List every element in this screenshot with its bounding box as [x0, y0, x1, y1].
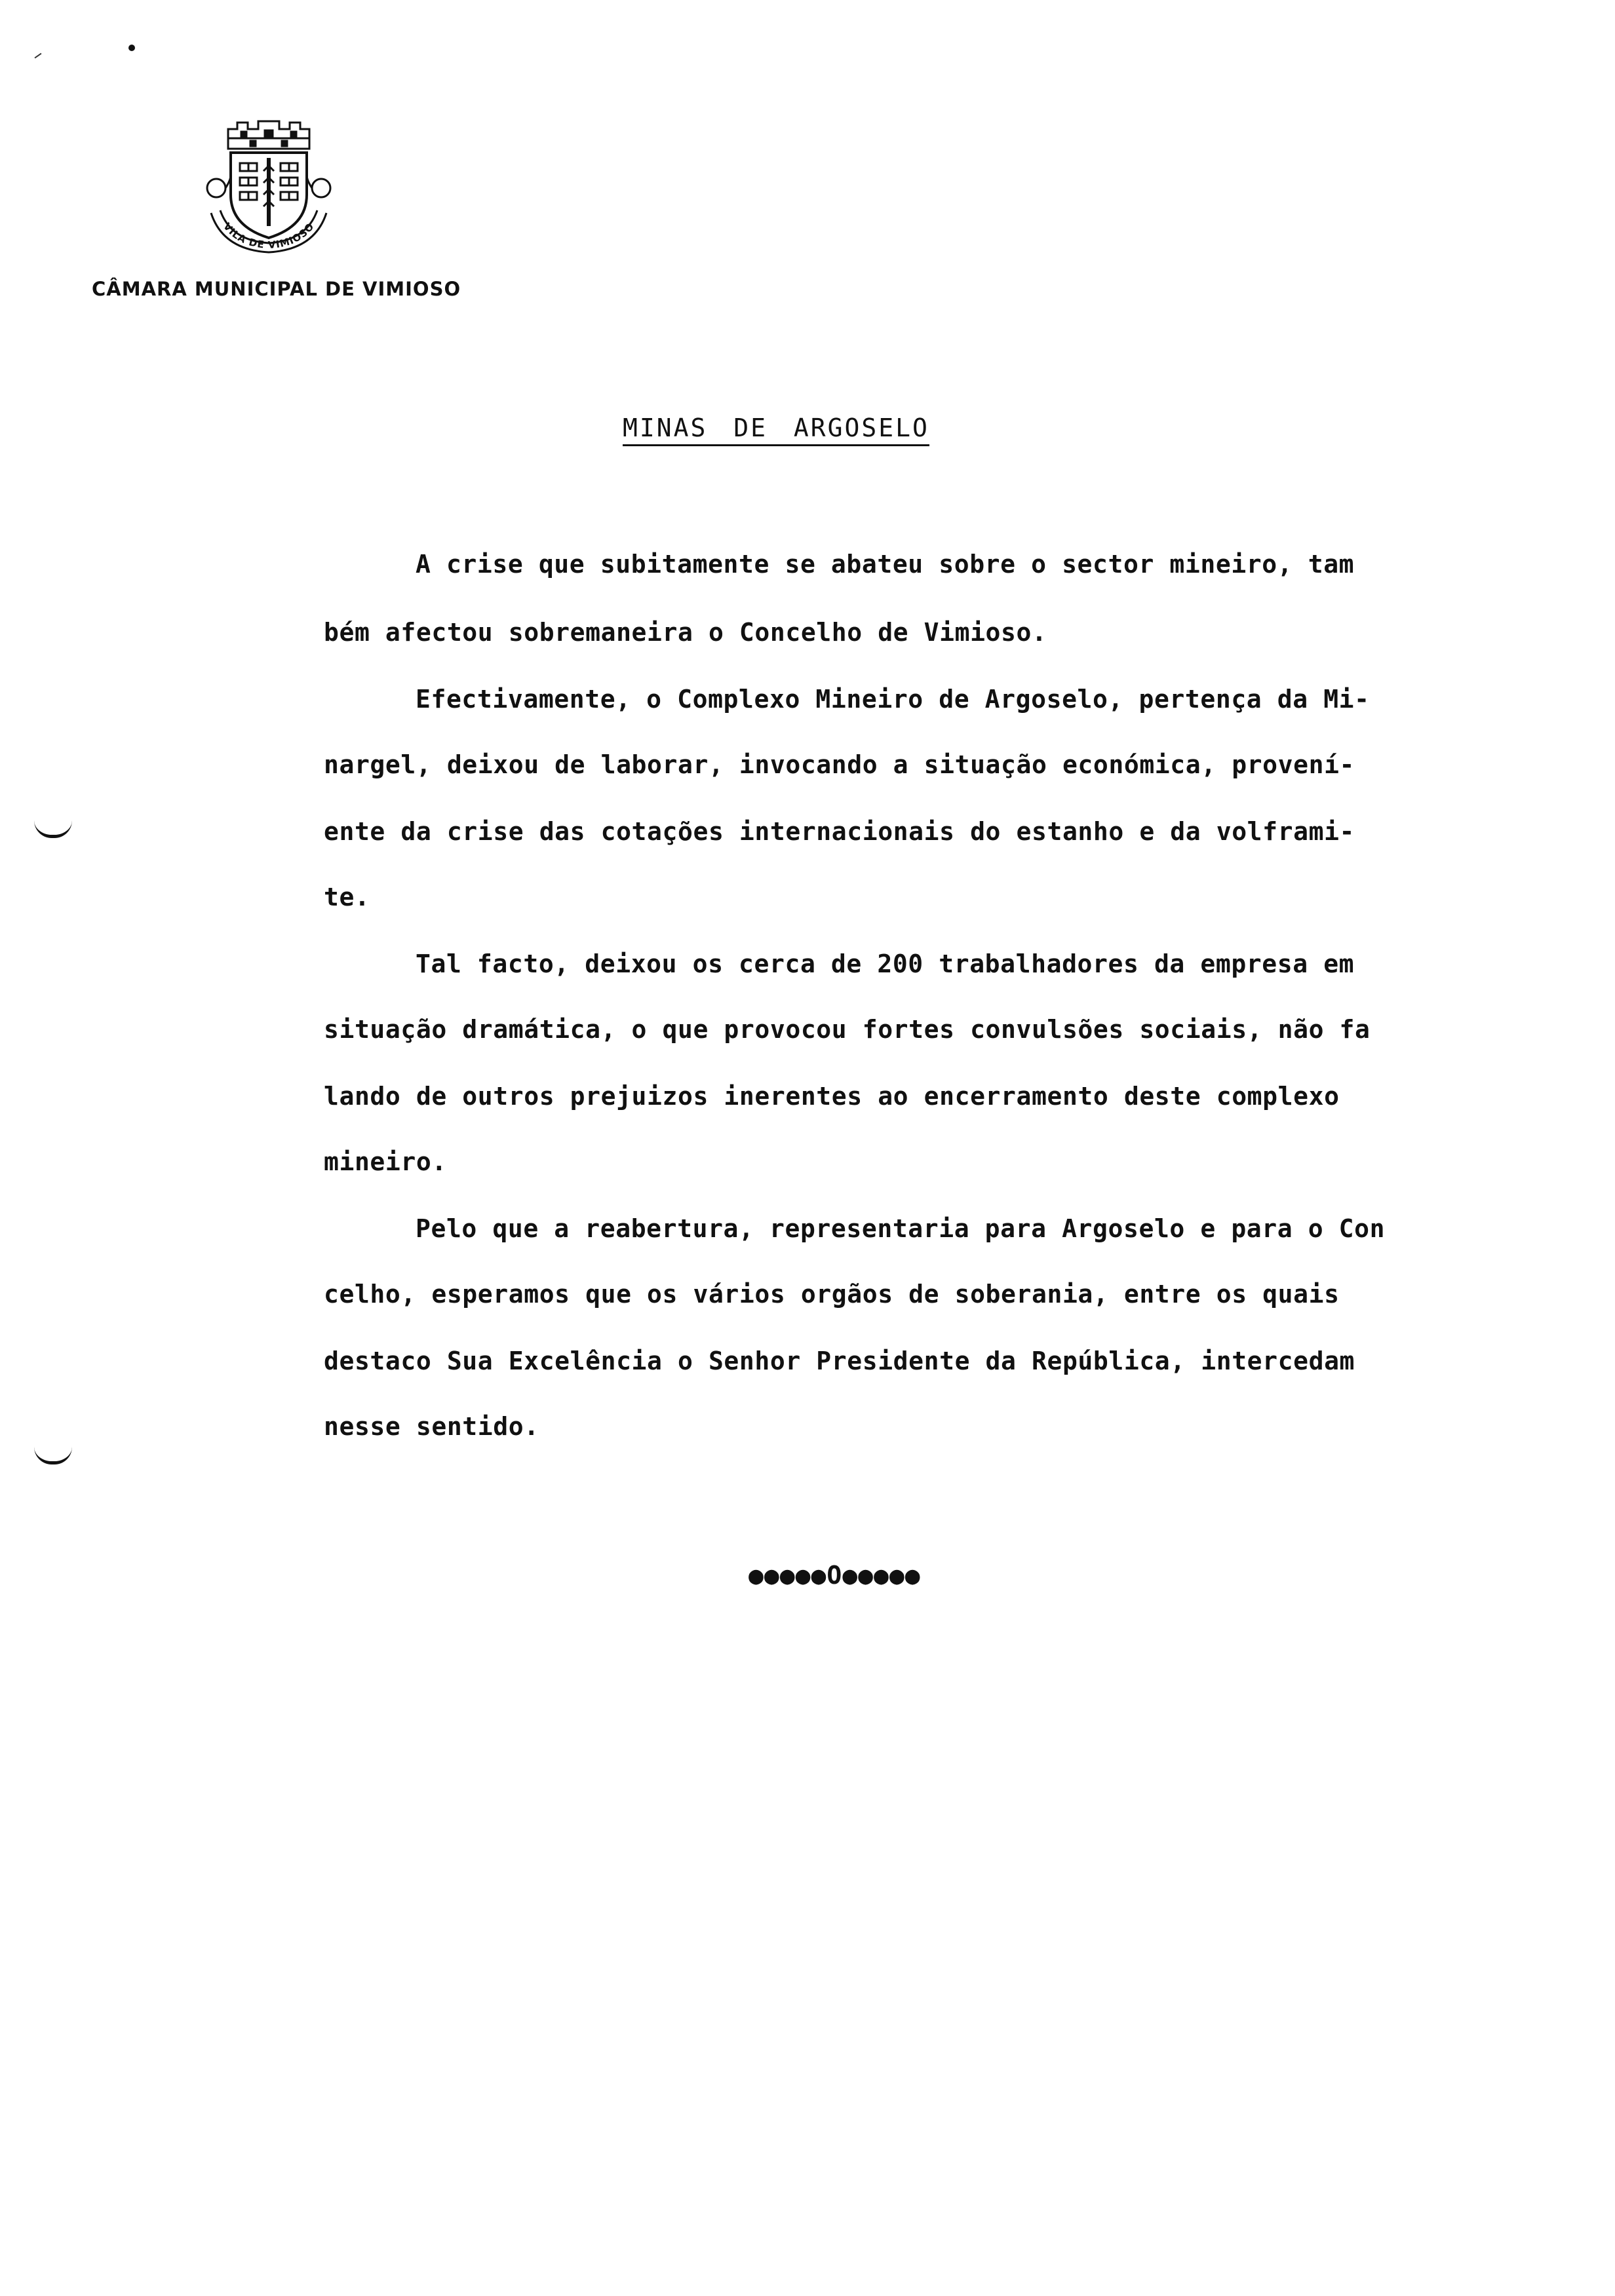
body-line: celho, esperamos que os vários orgãos de soberania, entre os quais [324, 1280, 1340, 1309]
document-title: MINAS DE ARGOSELO [623, 414, 929, 446]
body-line: lando de outros prejuizos inerentes ao encerramento deste complexo [324, 1082, 1340, 1111]
scan-mark [128, 45, 135, 51]
punch-hole-mark [34, 820, 72, 838]
body-line: A crise que subitamente se abateu sobre o sector mineiro, tam [416, 550, 1355, 579]
body-line: ente da crise das cotações internacionais do estanho e da volframi- [324, 817, 1355, 846]
body-line: te. [324, 883, 370, 911]
body-line: nesse sentido. [324, 1412, 539, 1441]
body-line: Efectivamente, o Complexo Mineiro de Argoselo, pertença da Mi- [416, 685, 1370, 714]
closing-separator: ●●●●●O●●●●● [749, 1561, 921, 1590]
body-line: destaco Sua Excelência o Senhor Presidente da República, intercedam [324, 1347, 1355, 1375]
body-line: nargel, deixou de laborar, invocando a situação económica, provení- [324, 750, 1355, 779]
scan-mark [35, 53, 42, 59]
punch-hole-mark [34, 1447, 72, 1464]
body-line: bém afectou sobremaneira o Concelho de Vimioso. [324, 618, 1047, 647]
body-line: Tal facto, deixou os cerca de 200 trabalhadores da empresa em [416, 949, 1355, 978]
body-line: situação dramática, o que provocou fortes convulsões sociais, não fa [324, 1015, 1371, 1044]
body-line: Pelo que a reabertura, representaria para Argoselo e para o Con [416, 1214, 1386, 1243]
organization-name: CÂMARA MUNICIPAL DE VIMIOSO [92, 278, 461, 300]
body-line: mineiro. [324, 1147, 447, 1176]
crest-motto: VILA DE VIMIOSO [221, 220, 317, 252]
municipal-crest-logo [197, 115, 341, 256]
